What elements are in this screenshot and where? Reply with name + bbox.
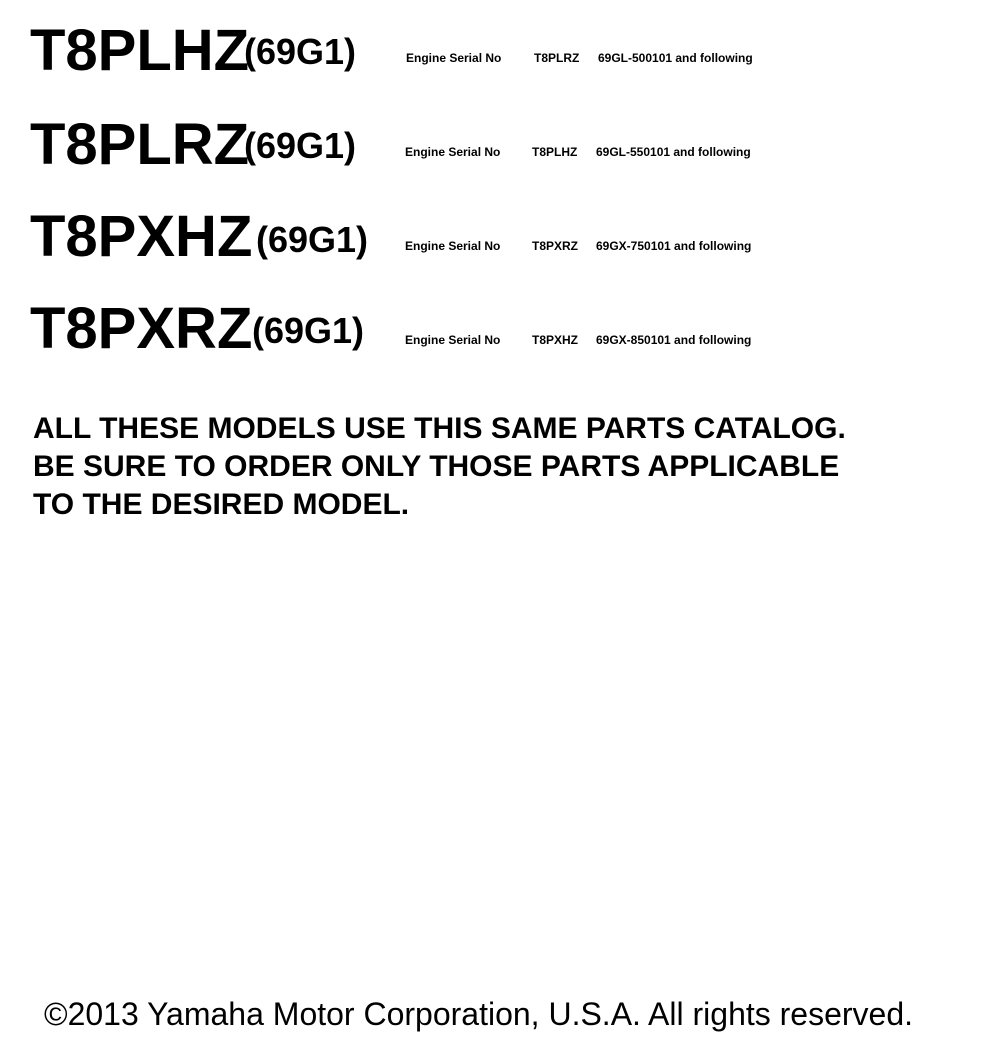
catalog-notice [33,410,973,524]
serial-model: T8PLRZ [534,51,580,65]
serial-model: T8PLHZ [532,145,578,159]
serial-number: 69GL-500101 and following [598,51,753,65]
serial-model: T8PXHZ [532,333,579,347]
model-name: T8PXRZ [30,296,253,361]
notice-line: TO THE DESIRED MODEL. [33,488,410,521]
model-row [0,206,1000,276]
model-name: T8PXHZ [30,204,253,269]
copyright-footer: ©2013 Yamaha Motor Corporation, U.S.A. All rights reserved. [44,996,914,1032]
model-code: (69G1) [252,310,365,351]
model-code: (69G1) [244,31,357,72]
model-code: (69G1) [244,125,357,166]
model-row [0,18,1000,88]
serial-label: Engine Serial No [405,333,501,347]
serial-label: Engine Serial No [406,51,502,65]
serial-label: Engine Serial No [405,145,501,159]
serial-label: Engine Serial No [405,239,501,253]
notice-line: ALL THESE MODELS USE THIS SAME PARTS CATALOG. [33,412,846,445]
notice-line: BE SURE TO ORDER ONLY THOSE PARTS APPLICABLE [33,450,840,483]
serial-number: 69GL-550101 and following [596,145,751,159]
model-name: T8PLRZ [30,112,250,177]
serial-model: T8PXRZ [532,239,579,253]
model-row [0,112,1000,182]
model-row [0,296,1000,370]
serial-number: 69GX-850101 and following [596,333,752,347]
model-code: (69G1) [256,219,369,260]
model-name: T8PLHZ [30,18,250,83]
serial-number: 69GX-750101 and following [596,239,752,253]
